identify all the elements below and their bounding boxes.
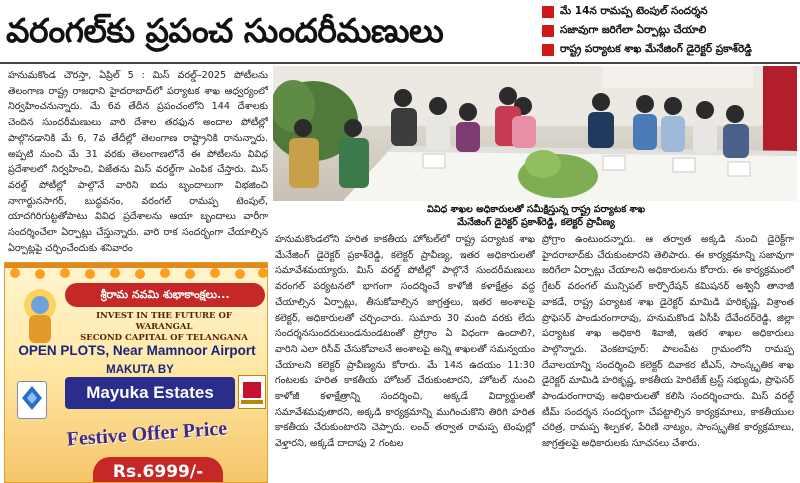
photo-caption	[278, 203, 794, 231]
square-bullet-icon	[542, 6, 554, 18]
caption-line-1: వివిధ శాఖల అధికారులతో సమీక్షిస్తున్న రాష్ట్ర పర్యాటక శాఖ	[426, 204, 646, 215]
invest-tagline	[71, 311, 257, 344]
article-paragraph: ప్రోగ్రాం ఉంటుందన్నారు. ఆ తర్వాత అక్కడి నుంచి డైరెక్ట్‌గా హైదరాబాద్‌కు చేరుకుంటారని తెలిపారు. ఈ కార్యక్రమాన్ని సజావుగా జరిగేలా ఏర్పాట్లు చేయాలని అధికారులను కోరారు. ఈ కార్యక్రమంలో గ్రేటర్ వరంగల్ మున్సిపల్ కార్పొరేషన్ కమిషనర్ అశ్వినీ తానాజీ వాకడే, రాష్ట్ర పర్యాటక శాఖ డైరెక్టర్ మామిడి హరికృష్ణ, విశ్రాంత ప్రొఫెసర్ పాండురంగారావు, హనుమకొండ ఏసీపీ దేవేందర్‌రెడ్డి, జిల్లా పర్యాటక శాఖ అధికారి శివాజీ, ఇతర శాఖల అధికారులు పాల్గొన్నారు. వెంకటాపూర్: పాలంపేట గ్రామంలోని రామప్ప దేవాలయాన్ని సందర్శించి కలెక్టర్ దివాకర టీఎస్, సాంస్కృతిక శాఖ డైరెక్టర్ మామిడి హరికృష్ణ, కాకతీయ హెరిటేజ్ ట్రస్ట్ సభ్యుడు, ప్రొఫెసర్ పాండురంగారావు అధికారులతో కలిసి సందర్శించారు. మిస్ వరల్డ్ టీమ్ సందర్శన సందర్భంగా చేపట్టాల్సిన కార్యక్రమాలు, కాకతీయుల చరిత్ర, రామప్ప శిల్పకళ, పేరిణి నాట్యం, సాంస్కృతిక కార్యక్రమాలు, జాగ్రత్తలపై అధికారులకు సూచనలు చేశారు.	[542, 234, 794, 450]
advertisement	[4, 262, 268, 483]
offer-price: Rs.6999/-	[93, 457, 223, 483]
invest-line-1: INVEST IN THE FUTURE OF WARANGAL	[96, 311, 232, 332]
subheads	[542, 3, 798, 60]
article-paragraph: హనుమకొండలోని హరిత కాకతీయ హోటల్‌లో రాష్ట్ర పర్యాటక శాఖ మేనేజింగ్ డైరెక్టర్ ప్రకాశ్‌రెడ్డి, కలెక్టర్ ప్రావీణ్య, ఇతర అధికారులతో సమావేశమయ్యారు. మిస్ వరల్డ్ పోటీల్లో పాల్గొనే సుందరీమణులు వరంగల్ పర్యటనలో భాగంగా సందర్శించే కాళోజీ కళాక్షేత్రం వద్ద చేయాల్సిన ఏర్పాట్లు, తీసుకోవాల్సిన జాగ్రత్తలు, ఇతర అంశాలపై కలెక్టర్, అధికారులతో చర్చించారు. సుమారు 30 మంది వరకు లేదు సందర్శనసుందరులుండనుండటంతో ప్రోగ్రాం ఏ విధంగా ఉందాలి?, వారిని ఎలా రిసీవ్ చేసుకోవాలనే అంశాలపై అన్ని శాఖలతో సమన్వయం చేయాలని కలెక్టర్ ప్రావీణ్యను కోరారు. మే 14న ఉదయం 11:30 గంటలకు హరిత కాకతీయ హోటల్ చేరుకుంటారని, హోటల్ నుంచి కాళోజీ కళాక్షేత్రాన్ని సందర్శించి, అక్కడే విద్యార్థులతో సమావేశమవుతారని, అక్కడి కార్యక్రమాన్ని ముగించుకొని తిరిగి హరిత కాకతీయ చేరుకుంటారని చెప్పారు. లంచ్ తర్వాత రామప్ప టెంపుల్లో వెళ్తారని, అక్కడే దాదాపు 2 గంటల	[275, 234, 535, 450]
square-bullet-icon	[542, 25, 554, 37]
festival-greeting: శ్రీరామ నవమి శుభాకాంక్షలు...	[65, 283, 265, 307]
article-column-1	[8, 68, 268, 260]
subhead-text: మే 14న రామప్ప టెంపుల్ సందర్శన	[560, 4, 708, 17]
open-plots-heading: OPEN PLOTS, Near Mamnoor Airport	[18, 343, 256, 358]
subhead-text: సజావుగా జరిగేలా ఏర్పాట్లు చేయాలి	[560, 23, 707, 36]
deity-illustration	[11, 285, 69, 345]
real-avenue-logo-icon	[238, 375, 266, 409]
header-divider	[0, 62, 800, 64]
meeting-scene-illustration	[273, 66, 797, 201]
subhead-2	[542, 22, 798, 40]
subhead-1	[542, 3, 798, 21]
festive-offer-label: Festive Offer Price	[66, 417, 228, 451]
caption-line-2: మేనేజింగ్ డైరెక్టర్ ప్రకాశ్‌రెడ్డి, కలెక్టర్ ప్రావీణ్య	[457, 217, 615, 228]
square-bullet-icon	[542, 44, 554, 56]
makuta-label: MAKUTA BY	[106, 364, 174, 376]
subhead-text: రాష్ట్ర పర్యాటక శాఖ మేనేజింగ్ డైరెక్టర్ ప్రకాశ్‌రెడ్డి	[560, 42, 752, 55]
article-column-3	[542, 232, 794, 480]
mayuka-logo-icon	[17, 381, 47, 419]
invest-line-2: SECOND CAPITAL OF TELANGANA	[80, 333, 248, 343]
brand-name: Mayuka Estates	[65, 377, 235, 409]
meeting-photo	[273, 66, 797, 201]
garland-decoration	[5, 263, 268, 281]
headline: వరంగల్‌కు ప్రపంచ సుందరీమణులు	[6, 11, 444, 50]
subhead-3	[542, 41, 798, 59]
article-column-2	[275, 232, 535, 480]
article-paragraph: హనుమకొండ చౌరస్తా, ఏప్రిల్ 5 : మిస్ వరల్డ్–2025 పోటీలను తెలంగాణ రాష్ట్ర రాజధాని హైదరాబాద్‌లో పర్యాటక శాఖ ఆధ్వర్యంలో నిర్వహించనున్నారు. మే 6వ తేదీన ప్రపంచంలోని 144 దేశాలకు చెందిన సుందరీమణులు వారి దేశాల తరఫున అందాల పోటీల్లో పాల్గొనడానికి మే 6, 7వ తేదీల్లో తెలంగాణ రాష్ట్రానికి రానున్నారు. అప్పటి నుంచి మే 31 వరకు తెలంగాణలోనే ఈ పోటీలను వివిధ ప్రదేశాలలో నిర్వహించి, విజేతను మిస్ వరల్డ్‌గా ఎంపిక చేస్తారు. మిస్ వరల్డ్ పోటీల్లో పాల్గొనే వారిని ఐదు బృందాలుగా విభజించి నాగార్జునసాగర్, బుద్ధవనం, వరంగల్ రామప్ప టెంపుల్, యాదగిరిగుట్టతోపాటు వివిధ ప్రదేశాలను ఆయా బృందాలు వారీగా సందర్శించేలా ఏర్పాట్లు చేస్తున్నారు. వారి రాక సందర్భంగా చేయాల్సిన ఏర్పాట్లపై చర్చించేందుకు శనివారం	[8, 70, 268, 254]
